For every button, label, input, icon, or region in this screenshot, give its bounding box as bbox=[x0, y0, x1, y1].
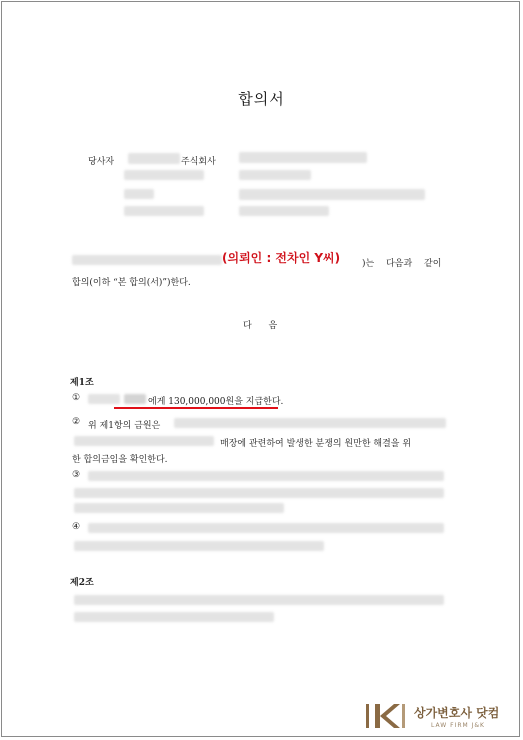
redacted-party2-detail bbox=[124, 206, 204, 216]
redacted-payee bbox=[124, 394, 146, 404]
heading-below: 다 음 bbox=[243, 321, 278, 331]
redacted-party-detail bbox=[239, 170, 311, 180]
clause3-mark: ③ bbox=[72, 470, 81, 480]
redacted-clause3 bbox=[74, 488, 444, 498]
document-frame bbox=[1, 1, 520, 737]
clause4-mark: ④ bbox=[72, 522, 81, 532]
redacted-clause4 bbox=[74, 541, 324, 551]
company-suffix: 주식회사 bbox=[181, 157, 216, 167]
redacted-party-name bbox=[128, 153, 180, 164]
parties-label: 당사자 bbox=[88, 157, 115, 167]
redacted-party-detail bbox=[124, 170, 204, 180]
redacted-clause3 bbox=[88, 471, 444, 481]
redacted-payer bbox=[88, 394, 120, 404]
clause2-line2: 매장에 관련하여 발생한 분쟁의 원만한 해결을 위 bbox=[220, 439, 412, 449]
redacted-party2-detail bbox=[239, 206, 329, 216]
client-annotation: (의뢰인 : 전차인 Y씨) bbox=[222, 251, 341, 265]
clause2-line3: 한 합의금임을 확인한다. bbox=[72, 455, 168, 465]
redacted-clause3 bbox=[74, 503, 284, 513]
redacted-intro bbox=[72, 255, 222, 265]
highlight-underline bbox=[114, 407, 278, 409]
redacted-clause4 bbox=[88, 523, 444, 533]
redacted-party2-name bbox=[124, 189, 154, 199]
clause1-text: 에게 130,000,000원을 지급한다. bbox=[148, 397, 284, 407]
redacted-party2-address bbox=[239, 189, 425, 200]
redacted-article2 bbox=[74, 595, 444, 605]
law-firm-logo-icon bbox=[366, 702, 406, 730]
intro-tail: )는 다음과 같이 bbox=[362, 259, 442, 269]
intro-line2: 합의(이하 “본 합의(서)”)한다. bbox=[72, 278, 191, 288]
clause1-mark: ① bbox=[72, 393, 81, 403]
article2-label: 제2조 bbox=[70, 578, 94, 588]
clause2-text: 위 제1항의 금원은 bbox=[88, 421, 161, 431]
clause2-mark: ② bbox=[72, 417, 81, 427]
redacted-party-address bbox=[239, 152, 367, 163]
redacted-article2 bbox=[74, 612, 274, 622]
law-firm-name: 상가변호사 닷컴 bbox=[414, 706, 500, 720]
redacted-clause2-line2 bbox=[74, 436, 214, 446]
document-title: 합의서 bbox=[238, 90, 285, 108]
law-firm-subtitle: LAW FIRM J&K bbox=[431, 722, 485, 729]
article1-label: 제1조 bbox=[70, 378, 94, 388]
redacted-clause2 bbox=[174, 418, 446, 428]
